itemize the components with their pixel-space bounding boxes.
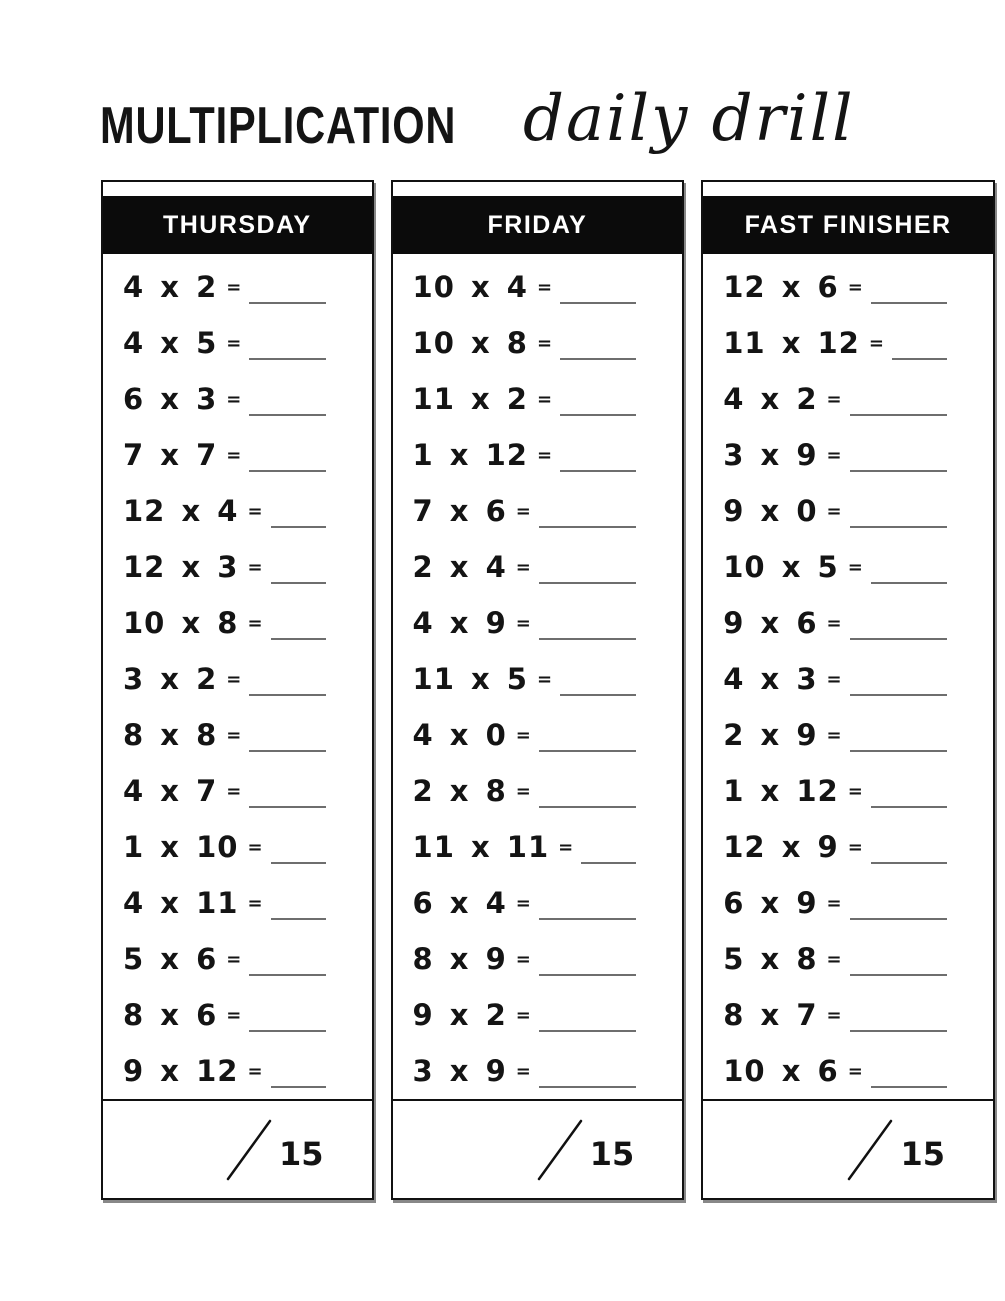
answer-blank[interactable] <box>850 694 947 696</box>
answer-blank[interactable] <box>271 918 326 920</box>
answer-blank[interactable] <box>271 638 326 640</box>
problem-text: 2 x 8 <box>412 774 507 808</box>
answer-blank[interactable] <box>271 526 326 528</box>
worksheet-columns <box>101 180 952 1200</box>
answer-blank[interactable] <box>850 750 947 752</box>
problem-list <box>103 254 372 1099</box>
problem-row <box>103 539 372 595</box>
answer-blank[interactable] <box>249 1030 325 1032</box>
equals-sign: = <box>515 1004 531 1026</box>
problem-row <box>103 483 372 539</box>
answer-blank[interactable] <box>871 302 947 304</box>
problem-row <box>703 931 993 987</box>
problem-text: 9 x 0 <box>723 494 818 528</box>
answer-blank[interactable] <box>850 1030 947 1032</box>
problem-text: 10 x 8 <box>412 326 528 360</box>
equals-sign: = <box>226 668 242 690</box>
answer-blank[interactable] <box>539 750 636 752</box>
problem-row <box>703 371 993 427</box>
problem-text: 7 x 7 <box>123 438 218 472</box>
problem-text: 6 x 4 <box>412 886 507 920</box>
problem-row <box>103 427 372 483</box>
problem-row <box>393 259 683 315</box>
problem-text: 10 x 8 <box>123 606 239 640</box>
problem-row <box>703 819 993 875</box>
answer-blank[interactable] <box>539 918 636 920</box>
problem-row <box>103 259 372 315</box>
problem-text: 5 x 6 <box>123 942 218 976</box>
equals-sign: = <box>247 1060 263 1082</box>
answer-blank[interactable] <box>871 582 947 584</box>
problem-text: 2 x 9 <box>723 718 818 752</box>
column-friday <box>391 180 685 1200</box>
answer-blank[interactable] <box>560 414 636 416</box>
problem-text: 9 x 6 <box>723 606 818 640</box>
answer-blank[interactable] <box>249 470 325 472</box>
column-top-gap <box>103 182 372 196</box>
score-total: 15 <box>900 1135 945 1173</box>
answer-blank[interactable] <box>539 806 636 808</box>
equals-sign: = <box>226 948 242 970</box>
answer-blank[interactable] <box>539 974 636 976</box>
equals-sign: = <box>536 388 553 410</box>
problem-row <box>103 595 372 651</box>
problem-text: 9 x 12 <box>123 1054 239 1088</box>
problem-text: 12 x 6 <box>723 270 839 304</box>
equals-sign: = <box>515 556 531 578</box>
answer-blank[interactable] <box>271 1086 326 1088</box>
answer-blank[interactable] <box>539 1030 636 1032</box>
answer-blank[interactable] <box>850 974 947 976</box>
problem-row <box>393 371 683 427</box>
column-header: FAST FINISHER <box>703 196 993 254</box>
problem-row <box>703 539 993 595</box>
column-thursday <box>101 180 374 1200</box>
equals-sign: = <box>515 948 531 970</box>
answer-blank[interactable] <box>560 470 636 472</box>
problem-text: 4 x 2 <box>723 382 818 416</box>
problem-text: 12 x 4 <box>123 494 239 528</box>
equals-sign: = <box>226 332 242 354</box>
equals-sign: = <box>536 276 553 298</box>
equals-sign: = <box>226 1004 242 1026</box>
answer-blank[interactable] <box>539 1086 636 1088</box>
score-box <box>703 1099 993 1199</box>
answer-blank[interactable] <box>249 414 325 416</box>
problem-text: 12 x 3 <box>123 550 239 584</box>
problem-text: 1 x 12 <box>412 438 528 472</box>
problem-row <box>103 1043 372 1099</box>
problem-row <box>393 651 683 707</box>
problem-text: 4 x 5 <box>123 326 218 360</box>
problem-row <box>103 819 372 875</box>
problem-row <box>393 483 683 539</box>
problem-text: 4 x 11 <box>123 886 239 920</box>
answer-blank[interactable] <box>581 862 636 864</box>
answer-blank[interactable] <box>249 302 325 304</box>
score-slash-icon <box>224 1117 274 1183</box>
problem-row <box>103 987 372 1043</box>
problem-text: 10 x 5 <box>723 550 839 584</box>
problem-row <box>393 819 683 875</box>
problem-text: 11 x 12 <box>723 326 860 360</box>
problem-row <box>393 539 683 595</box>
title-main: MULTIPLICATION <box>100 97 457 155</box>
equals-sign: = <box>826 724 842 746</box>
problem-text: 9 x 2 <box>412 998 507 1032</box>
equals-sign: = <box>826 444 842 466</box>
answer-blank[interactable] <box>271 582 326 584</box>
answer-blank[interactable] <box>539 526 636 528</box>
score-box <box>103 1099 372 1199</box>
problem-row <box>703 259 993 315</box>
equals-sign: = <box>826 948 842 970</box>
problem-text: 8 x 9 <box>412 942 507 976</box>
answer-blank[interactable] <box>249 750 325 752</box>
answer-blank[interactable] <box>850 470 947 472</box>
problem-row <box>393 763 683 819</box>
equals-sign: = <box>226 724 242 746</box>
answer-blank[interactable] <box>249 694 325 696</box>
score-total: 15 <box>279 1135 324 1173</box>
problem-text: 3 x 9 <box>412 1054 507 1088</box>
problem-text: 5 x 8 <box>723 942 818 976</box>
equals-sign: = <box>226 388 242 410</box>
answer-blank[interactable] <box>850 638 947 640</box>
equals-sign: = <box>247 556 263 578</box>
equals-sign: = <box>226 444 242 466</box>
equals-sign: = <box>826 892 842 914</box>
equals-sign: = <box>826 388 842 410</box>
problem-row <box>103 931 372 987</box>
problem-row <box>703 987 993 1043</box>
equals-sign: = <box>826 1004 842 1026</box>
problem-row <box>103 763 372 819</box>
problem-row <box>703 651 993 707</box>
problem-row <box>393 427 683 483</box>
equals-sign: = <box>536 444 553 466</box>
equals-sign: = <box>247 500 263 522</box>
problem-row <box>103 371 372 427</box>
problem-row <box>393 707 683 763</box>
equals-sign: = <box>515 724 531 746</box>
problem-text: 10 x 6 <box>723 1054 839 1088</box>
problem-text: 4 x 2 <box>123 270 218 304</box>
title-script: daily drill <box>523 82 855 156</box>
problem-text: 11 x 2 <box>412 382 528 416</box>
problem-text: 4 x 3 <box>723 662 818 696</box>
score-box <box>393 1099 683 1199</box>
problem-list <box>393 254 683 1099</box>
problem-text: 4 x 9 <box>412 606 507 640</box>
answer-blank[interactable] <box>249 358 325 360</box>
problem-row <box>393 595 683 651</box>
problem-text: 6 x 9 <box>723 886 818 920</box>
problem-text: 8 x 6 <box>123 998 218 1032</box>
problem-text: 4 x 7 <box>123 774 218 808</box>
equals-sign: = <box>826 668 842 690</box>
problem-row <box>103 707 372 763</box>
equals-sign: = <box>847 276 863 298</box>
problem-row <box>703 707 993 763</box>
problem-row <box>703 427 993 483</box>
equals-sign: = <box>515 892 531 914</box>
problem-row <box>703 595 993 651</box>
problem-list <box>703 254 993 1099</box>
problem-text: 1 x 10 <box>123 830 239 864</box>
column-header: THURSDAY <box>103 196 372 254</box>
column-header: FRIDAY <box>393 196 683 254</box>
equals-sign: = <box>515 1060 531 1082</box>
answer-blank[interactable] <box>560 302 636 304</box>
problem-row <box>103 651 372 707</box>
problem-row <box>703 875 993 931</box>
equals-sign: = <box>868 332 884 354</box>
worksheet-title <box>100 82 855 166</box>
problem-text: 10 x 4 <box>412 270 528 304</box>
problem-text: 12 x 9 <box>723 830 839 864</box>
problem-row <box>703 1043 993 1099</box>
answer-blank[interactable] <box>850 918 947 920</box>
problem-text: 8 x 7 <box>723 998 818 1032</box>
answer-blank[interactable] <box>249 974 325 976</box>
answer-blank[interactable] <box>850 526 947 528</box>
problem-row <box>103 875 372 931</box>
problem-text: 11 x 5 <box>412 662 528 696</box>
equals-sign: = <box>226 276 242 298</box>
equals-sign: = <box>515 612 531 634</box>
problem-row <box>703 483 993 539</box>
equals-sign: = <box>847 556 863 578</box>
answer-blank[interactable] <box>850 414 947 416</box>
equals-sign: = <box>826 500 842 522</box>
equals-sign: = <box>826 612 842 634</box>
answer-blank[interactable] <box>271 862 326 864</box>
problem-text: 4 x 0 <box>412 718 507 752</box>
equals-sign: = <box>558 836 574 858</box>
problem-row <box>393 315 683 371</box>
column-fast-finisher <box>701 180 995 1200</box>
problem-text: 7 x 6 <box>412 494 507 528</box>
equals-sign: = <box>847 780 863 802</box>
answer-blank[interactable] <box>871 806 947 808</box>
equals-sign: = <box>247 892 263 914</box>
problem-text: 11 x 11 <box>412 830 550 864</box>
score-slash-icon <box>845 1117 895 1183</box>
equals-sign: = <box>515 780 531 802</box>
answer-blank[interactable] <box>871 862 947 864</box>
equals-sign: = <box>247 836 263 858</box>
problem-text: 2 x 4 <box>412 550 507 584</box>
answer-blank[interactable] <box>560 358 636 360</box>
column-top-gap <box>703 182 993 196</box>
answer-blank[interactable] <box>892 358 947 360</box>
score-slash-icon <box>535 1117 585 1183</box>
answer-blank[interactable] <box>560 694 636 696</box>
column-top-gap <box>393 182 683 196</box>
problem-text: 8 x 8 <box>123 718 218 752</box>
score-total: 15 <box>589 1135 635 1173</box>
equals-sign: = <box>247 612 263 634</box>
equals-sign: = <box>847 836 863 858</box>
answer-blank[interactable] <box>539 638 636 640</box>
problem-row <box>393 875 683 931</box>
problem-row <box>703 763 993 819</box>
problem-row <box>393 931 683 987</box>
equals-sign: = <box>536 332 553 354</box>
problem-row <box>393 987 683 1043</box>
equals-sign: = <box>847 1060 863 1082</box>
problem-text: 1 x 12 <box>723 774 839 808</box>
problem-text: 3 x 2 <box>123 662 218 696</box>
equals-sign: = <box>515 500 531 522</box>
problem-row <box>703 315 993 371</box>
problem-row <box>393 1043 683 1099</box>
problem-text: 6 x 3 <box>123 382 218 416</box>
equals-sign: = <box>536 668 553 690</box>
answer-blank[interactable] <box>539 582 636 584</box>
answer-blank[interactable] <box>249 806 325 808</box>
answer-blank[interactable] <box>871 1086 947 1088</box>
problem-text: 3 x 9 <box>723 438 818 472</box>
equals-sign: = <box>226 780 242 802</box>
problem-row <box>103 315 372 371</box>
